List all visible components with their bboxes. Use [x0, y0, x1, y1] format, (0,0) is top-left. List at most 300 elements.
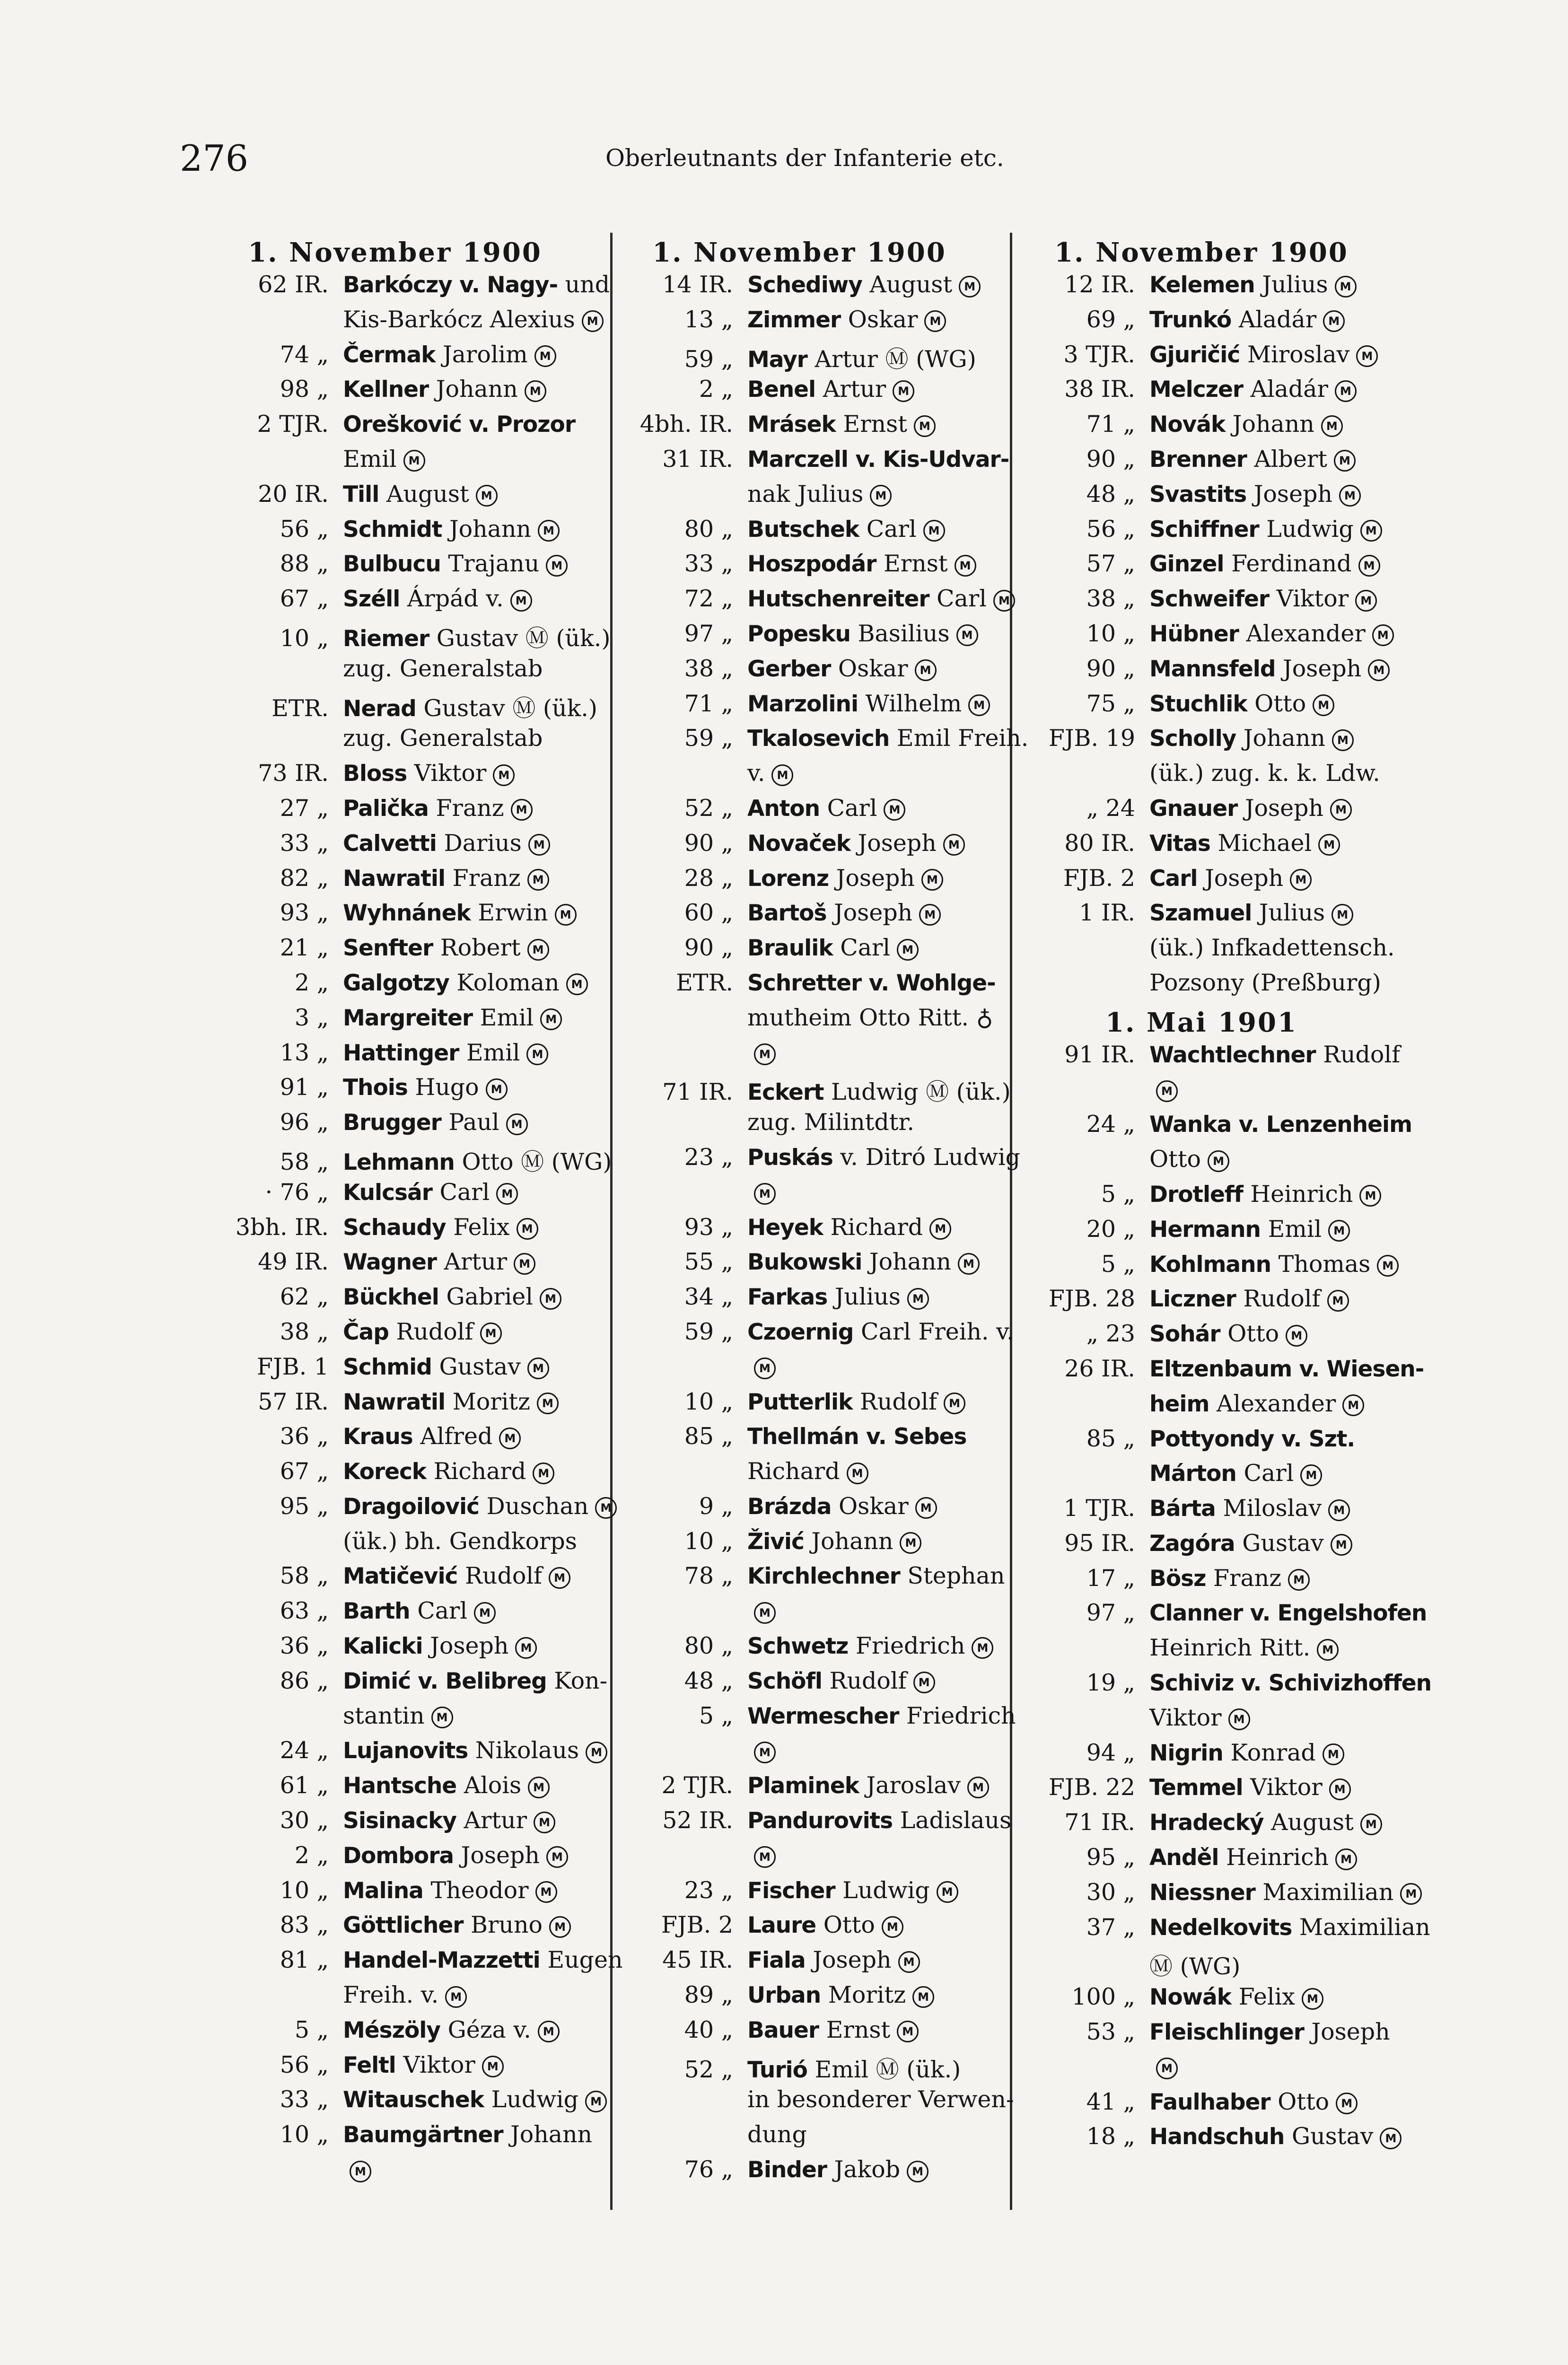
surname: Nedelkovits	[1149, 1914, 1292, 1941]
roster-entry	[591, 1946, 1007, 1981]
regiment-label: 72 „	[684, 585, 733, 613]
merit-medal-icon: M	[967, 1777, 989, 1798]
officer-name	[747, 1283, 1007, 1310]
regiment-label: 10 „	[684, 1527, 733, 1555]
given-name: Viktor	[395, 2051, 475, 2078]
roster-entry	[591, 1109, 1007, 1144]
officer-name	[747, 1039, 1007, 1066]
regiment-label: 10 „	[280, 624, 329, 652]
regiment-label: 94 „	[1086, 1739, 1135, 1766]
surname: Stuchlik	[1149, 691, 1247, 717]
roster-entry	[993, 1948, 1410, 1983]
merit-medal-icon: M	[1327, 1290, 1349, 1312]
officer-name	[747, 411, 1007, 438]
surname: Hermann	[1149, 1216, 1261, 1243]
given-name: Richard	[747, 1458, 840, 1485]
regiment-label: 67 „	[280, 585, 329, 613]
officer-name	[747, 1458, 1007, 1485]
regiment-label: 62 „	[280, 1283, 329, 1311]
given-name: nak Julius	[747, 480, 864, 508]
roster-entry	[993, 1669, 1432, 1704]
given-name: Viktor	[407, 760, 487, 787]
given-name: Gustav	[431, 1353, 521, 1380]
officer-name	[747, 1318, 1014, 1345]
officer-name	[343, 516, 603, 543]
officer-name	[343, 1039, 603, 1066]
officer-name	[747, 1632, 1007, 1659]
regiment-label: 58 „	[280, 1148, 329, 1175]
given-name: Joseph	[1246, 480, 1332, 508]
surname: Handschuh	[1149, 2124, 1285, 2150]
merit-medal-icon: M	[515, 1637, 537, 1659]
given-name: und	[558, 271, 610, 298]
roster-entry	[993, 1041, 1410, 1076]
merit-medal-icon: M	[898, 1951, 920, 1973]
given-name: Johann	[1225, 411, 1314, 438]
given-name: Ernst	[819, 2016, 891, 2043]
officer-name	[1149, 2123, 1410, 2150]
given-name: Moritz	[821, 1981, 906, 2009]
surname: Bückhel	[343, 1284, 439, 1311]
surname: Hoszpodár	[747, 551, 876, 578]
merit-medal-icon: M	[1156, 1080, 1178, 1102]
given-name: Joseph	[850, 829, 937, 857]
roster-entry	[187, 1353, 603, 1388]
merit-medal-icon: M	[955, 555, 976, 577]
regiment-label: 90 „	[1086, 445, 1135, 473]
regiment-label: 5 „	[699, 1702, 733, 1729]
merit-medal-icon: M	[771, 764, 793, 786]
merit-medal-icon: M	[937, 1881, 958, 1903]
officer-name	[343, 2051, 603, 2078]
officer-name	[343, 2156, 603, 2183]
officer-name	[1149, 1983, 1410, 2010]
officer-name	[343, 341, 603, 368]
given-name: Franz	[428, 794, 504, 822]
regiment-label: 86 „	[280, 1667, 329, 1694]
given-name: v. Ditró Ludwig	[832, 1143, 1021, 1171]
regiment-label: 71 „	[684, 690, 733, 717]
given-name: Carl	[410, 1597, 468, 1625]
surname: Eltzenbaum v. Wiesen-	[1149, 1356, 1424, 1382]
surname: Liczner	[1149, 1286, 1236, 1313]
given-name: Gustav	[1284, 2123, 1374, 2150]
roster-entry	[591, 760, 1007, 795]
officer-name	[1149, 1495, 1410, 1522]
column-right	[993, 234, 1432, 2158]
roster-entry	[187, 690, 603, 725]
roster-entry	[591, 2121, 1007, 2156]
regiment-label: 48 „	[684, 1667, 733, 1694]
officer-name	[747, 655, 1007, 682]
given-name: Freih. v.	[343, 1981, 439, 2009]
given-name: Stephan	[900, 1562, 1005, 1590]
given-name: Johann	[804, 1527, 893, 1555]
roster-entry	[993, 1146, 1410, 1181]
surname: Dragoilović	[343, 1493, 479, 1520]
roster-entry	[993, 690, 1410, 725]
officer-name	[747, 1109, 1007, 1136]
officer-name	[343, 690, 603, 723]
given-name: Rudolf	[1235, 1285, 1321, 1313]
regiment-label: 93 „	[280, 899, 329, 927]
surname: Kelemen	[1149, 272, 1255, 298]
surname: Hutschenreiter	[747, 586, 929, 613]
given-name: Géza v.	[440, 2016, 531, 2043]
given-name: (ük.) Infkadettensch.	[1149, 934, 1395, 962]
surname: Koreck	[343, 1459, 427, 1485]
officer-name	[343, 1144, 612, 1177]
regiment-label: 21 „	[280, 934, 329, 962]
regiment-label: 59 „	[684, 345, 733, 373]
roster-entry	[993, 1878, 1417, 1914]
given-name: Joseph	[1304, 2018, 1390, 2046]
officer-name	[747, 1493, 1007, 1520]
regiment-label: 61 „	[280, 1772, 329, 1799]
given-name: Friedrich	[899, 1702, 1016, 1729]
roster-entry	[187, 341, 603, 376]
surname: Kalicki	[343, 1633, 423, 1660]
officer-name	[343, 376, 603, 403]
merit-medal-icon: M	[595, 1497, 617, 1519]
regiment-label: 75 „	[1086, 690, 1135, 717]
merit-medal-icon: M	[754, 1742, 776, 1763]
officer-name	[1149, 1320, 1410, 1347]
surname: Vitas	[1149, 830, 1210, 857]
surname: Senfter	[343, 935, 433, 962]
regiment-label: FJB. 22	[1048, 1774, 1135, 1801]
officer-name	[343, 1562, 603, 1589]
merit-medal-icon: M	[1334, 450, 1356, 472]
merit-medal-icon: M	[1318, 834, 1340, 856]
merit-medal-icon: M	[897, 2021, 919, 2042]
roster-entry	[591, 1318, 1014, 1353]
given-name: Koloman	[449, 969, 560, 996]
given-name: Felix	[1231, 1983, 1295, 2011]
officer-name	[343, 1702, 603, 1729]
regiment-label: 30 „	[280, 1807, 329, 1834]
given-name: Joseph	[422, 1632, 509, 1660]
regiment-label: 5 „	[1101, 1250, 1135, 1278]
roster-entry	[993, 795, 1410, 830]
officer-name	[1149, 1146, 1410, 1173]
section-heading: 1. Mai 1901	[1105, 1007, 1297, 1038]
surname: Kellner	[343, 377, 429, 403]
regiment-label: 59 „	[684, 725, 733, 752]
merit-medal-icon: M	[912, 1986, 934, 2008]
officer-name	[747, 1981, 1007, 2008]
officer-name	[747, 725, 1028, 752]
regiment-label: 5 „	[294, 2016, 329, 2043]
merit-medal-icon: M	[1372, 624, 1394, 646]
given-name: Nikolaus	[468, 1737, 579, 1764]
roster-entry	[187, 1842, 603, 1877]
roster-entry	[993, 1774, 1410, 1809]
roster-entry	[591, 1039, 1007, 1074]
merit-medal-icon: M	[540, 1288, 561, 1310]
regiment-label: 36 „	[280, 1632, 329, 1660]
merit-medal-icon: M	[1336, 2093, 1358, 2114]
merit-medal-icon: M	[1356, 345, 1378, 367]
surname: Puskás	[747, 1144, 833, 1171]
surname: Bartoš	[747, 900, 827, 927]
officer-name	[343, 1632, 603, 1659]
officer-name	[343, 1667, 607, 1694]
surname: Putterlik	[747, 1389, 853, 1415]
merit-medal-icon: M	[476, 485, 498, 507]
regiment-label: 63 „	[280, 1597, 329, 1625]
surname: Riemer	[343, 625, 429, 652]
page-number: 276	[180, 137, 249, 179]
roster-entry	[591, 1493, 1007, 1528]
roster-entry	[591, 1074, 1011, 1109]
roster-entry	[591, 1772, 1007, 1807]
surname: Kraus	[343, 1424, 413, 1450]
regiment-label: 82 „	[280, 864, 329, 892]
officer-name	[343, 760, 603, 787]
officer-name	[747, 690, 1007, 717]
merit-medal-icon: M	[486, 1078, 508, 1100]
given-name: Artur	[437, 1248, 508, 1276]
regiment-label: 23 „	[684, 1876, 733, 1904]
surname: Thellmán v. Sebes	[747, 1424, 967, 1450]
merit-medal-icon: M	[566, 973, 588, 995]
surname: Calvetti	[343, 830, 437, 857]
surname: Galgotzy	[343, 970, 449, 996]
officer-name	[747, 1667, 1007, 1694]
given-name: Joseph	[1237, 794, 1324, 822]
regiment-label: 23 „	[684, 1143, 733, 1171]
surname: Mészöly	[343, 2017, 441, 2043]
officer-name	[343, 1877, 603, 1904]
regiment-label: 71 IR.	[1064, 1809, 1135, 1836]
officer-name	[343, 830, 603, 857]
merit-medal-icon: M	[1380, 2128, 1402, 2149]
given-name: Aladár	[1243, 376, 1328, 403]
merit-medal-icon: M	[884, 799, 905, 821]
regiment-label: 97 „	[684, 620, 733, 647]
surname: Butschek	[747, 516, 859, 543]
regiment-label: 45 IR.	[662, 1946, 733, 1974]
merit-medal-icon: M	[538, 2021, 560, 2042]
surname: Lehmann	[343, 1149, 455, 1175]
roster-entry	[187, 2121, 603, 2156]
given-name: Jarolim	[435, 341, 528, 368]
roster-entry	[187, 1214, 603, 1249]
regiment-label: 13 „	[684, 306, 733, 333]
given-name: Joseph	[826, 899, 913, 927]
roster-entry	[187, 1981, 603, 2016]
given-name: Richard	[823, 1213, 923, 1241]
surname: Szamuel	[1149, 900, 1252, 927]
given-name: Árpád v.	[400, 585, 504, 613]
surname: Temmel	[1149, 1775, 1243, 1801]
given-name: Trajanu	[440, 550, 540, 578]
regiment-label: 20 „	[1086, 1215, 1135, 1243]
officer-name	[747, 306, 1007, 333]
officer-name	[1149, 1914, 1430, 1941]
regiment-label: 85 „	[1086, 1425, 1135, 1452]
roster-entry	[993, 1320, 1410, 1355]
surname: Clanner v. Engelshofen	[1149, 1600, 1427, 1627]
given-name: Julius	[1252, 899, 1325, 927]
regiment-label: 3 TJR.	[1063, 341, 1135, 368]
officer-name	[1149, 1739, 1410, 1766]
given-name: Emil	[473, 1004, 534, 1031]
merit-medal-icon: M	[538, 520, 560, 542]
merit-medal-icon: M	[1335, 1848, 1357, 1870]
surname: Göttlicher	[343, 1912, 464, 1939]
regiment-label: 33 „	[684, 550, 733, 578]
surname: Marzolini	[747, 691, 858, 717]
surname: Bloss	[343, 761, 407, 787]
given-name: Duschan	[479, 1492, 589, 1520]
given-name: Carl	[929, 585, 987, 613]
roster-entry	[187, 795, 603, 830]
regiment-label: 57 IR.	[258, 1388, 329, 1415]
given-name: Oskar	[841, 306, 918, 333]
roster-entry	[591, 271, 1007, 306]
merit-medal-icon: M	[1317, 1639, 1339, 1661]
officer-name	[343, 1109, 603, 1136]
given-name: Albert	[1246, 445, 1327, 473]
given-name: Alexander	[1238, 620, 1366, 647]
officer-name	[343, 1842, 603, 1869]
merit-medal-icon: M	[754, 1358, 776, 1379]
regiment-label: 90 „	[684, 829, 733, 857]
officer-name	[343, 865, 603, 892]
merit-medal-icon: M	[900, 1532, 921, 1554]
given-name: Carl	[1236, 1460, 1294, 1487]
regiment-label: 41 „	[1086, 2088, 1135, 2115]
merit-medal-icon: M	[1335, 276, 1357, 298]
merit-medal-icon: M	[754, 1602, 776, 1624]
officer-name	[343, 969, 603, 996]
roster-entry	[187, 1283, 603, 1318]
given-name: Johann	[862, 1248, 951, 1276]
roster-entry	[993, 725, 1410, 760]
roster-entry	[993, 1495, 1410, 1530]
merit-medal-icon: M	[1400, 1883, 1422, 1905]
surname: Braulik	[747, 935, 833, 962]
regiment-label: 62 IR.	[258, 271, 329, 298]
given-name: Johann	[442, 515, 531, 543]
roster-entry	[993, 1390, 1410, 1425]
surname: Kulcsár	[343, 1179, 432, 1206]
given-name: Maximilian	[1255, 1878, 1394, 1906]
regiment-label: 10 „	[280, 2121, 329, 2148]
officer-name	[343, 1248, 603, 1275]
roster-entry	[993, 1844, 1410, 1879]
given-name: Oskar	[831, 655, 908, 682]
regiment-label: 67 „	[280, 1458, 329, 1485]
merit-medal-icon: M	[1330, 799, 1352, 821]
officer-name	[1149, 1774, 1410, 1801]
officer-name	[343, 271, 610, 298]
given-name: Darius	[436, 829, 522, 857]
officer-name	[747, 1562, 1007, 1589]
regiment-label: 76 „	[684, 2156, 733, 2183]
officer-name	[747, 1353, 1007, 1380]
given-name: Joseph	[1197, 864, 1284, 892]
officer-name	[343, 411, 603, 438]
roster-entry	[187, 516, 603, 551]
merit-medal-icon: M	[445, 1986, 467, 2008]
surname: Baumgärtner	[343, 2122, 503, 2148]
regiment-label: 80 IR.	[1064, 829, 1135, 857]
merit-medal-icon: M	[914, 415, 936, 437]
given-name: Rudolf	[822, 1667, 907, 1694]
roster-entry	[993, 376, 1410, 411]
roster-entry	[187, 725, 603, 760]
regiment-label: 31 IR.	[662, 445, 733, 473]
given-name: Ludwig	[835, 1876, 930, 1904]
given-name: Artur	[815, 376, 886, 403]
officer-name	[747, 516, 1007, 543]
roster-entry	[993, 516, 1410, 551]
surname: Laure	[747, 1912, 816, 1939]
given-name: Viktor	[1149, 1704, 1222, 1731]
surname: Brenner	[1149, 446, 1247, 473]
given-name: zug. Milintdtr.	[747, 1109, 915, 1136]
given-name: Theodor	[423, 1876, 529, 1904]
regiment-label: 1 TJR.	[1063, 1495, 1135, 1522]
surname: Brázda	[747, 1493, 832, 1520]
roster-entry	[993, 1530, 1410, 1565]
officer-name	[747, 899, 1007, 926]
merit-medal-icon: M	[403, 450, 425, 472]
officer-name	[1149, 655, 1410, 682]
regiment-label: FJB. 2	[661, 1911, 733, 1939]
surname: Anton	[747, 795, 820, 822]
roster-entry	[187, 620, 611, 655]
regiment-label: 56 „	[1086, 515, 1135, 543]
regiment-label: 53 „	[1086, 2018, 1135, 2046]
roster-entry	[187, 1562, 603, 1597]
roster-entry	[591, 1911, 1007, 1946]
roster-entry	[187, 446, 603, 481]
regiment-label: 30 „	[1086, 1878, 1135, 1906]
officer-name	[747, 1842, 1007, 1869]
merit-medal-icon: M	[1323, 310, 1345, 332]
surname: Dimić v. Belibreg	[343, 1668, 547, 1694]
surname: Eckert	[747, 1079, 824, 1106]
surname: Mannsfeld	[1149, 656, 1276, 682]
merit-medal-icon: M	[499, 1428, 521, 1449]
merit-medal-icon: M	[1355, 590, 1377, 612]
given-name: Franz	[445, 864, 521, 892]
surname: Schwetz	[747, 1633, 849, 1660]
officer-name	[343, 1911, 603, 1938]
officer-name	[747, 1807, 1011, 1834]
roster-entry	[591, 934, 1007, 969]
regiment-label: 13 „	[280, 1039, 329, 1066]
surname: Schweifer	[1149, 586, 1270, 613]
roster-entry	[591, 1248, 1007, 1283]
column-left	[187, 234, 623, 2191]
roster-entry	[993, 1216, 1410, 1251]
given-name: Konrad	[1223, 1739, 1316, 1766]
roster-entry	[591, 306, 1007, 341]
given-name: zug. Generalstab	[343, 725, 543, 752]
merit-medal-icon: M	[993, 590, 1015, 612]
roster-entry	[187, 1737, 603, 1772]
roster-entry	[591, 1877, 1007, 1912]
merit-medal-icon: M	[586, 1742, 607, 1763]
regiment-label: 100 „	[1071, 1983, 1135, 2011]
roster-entry	[187, 550, 603, 585]
roster-entry	[591, 1143, 1021, 1179]
